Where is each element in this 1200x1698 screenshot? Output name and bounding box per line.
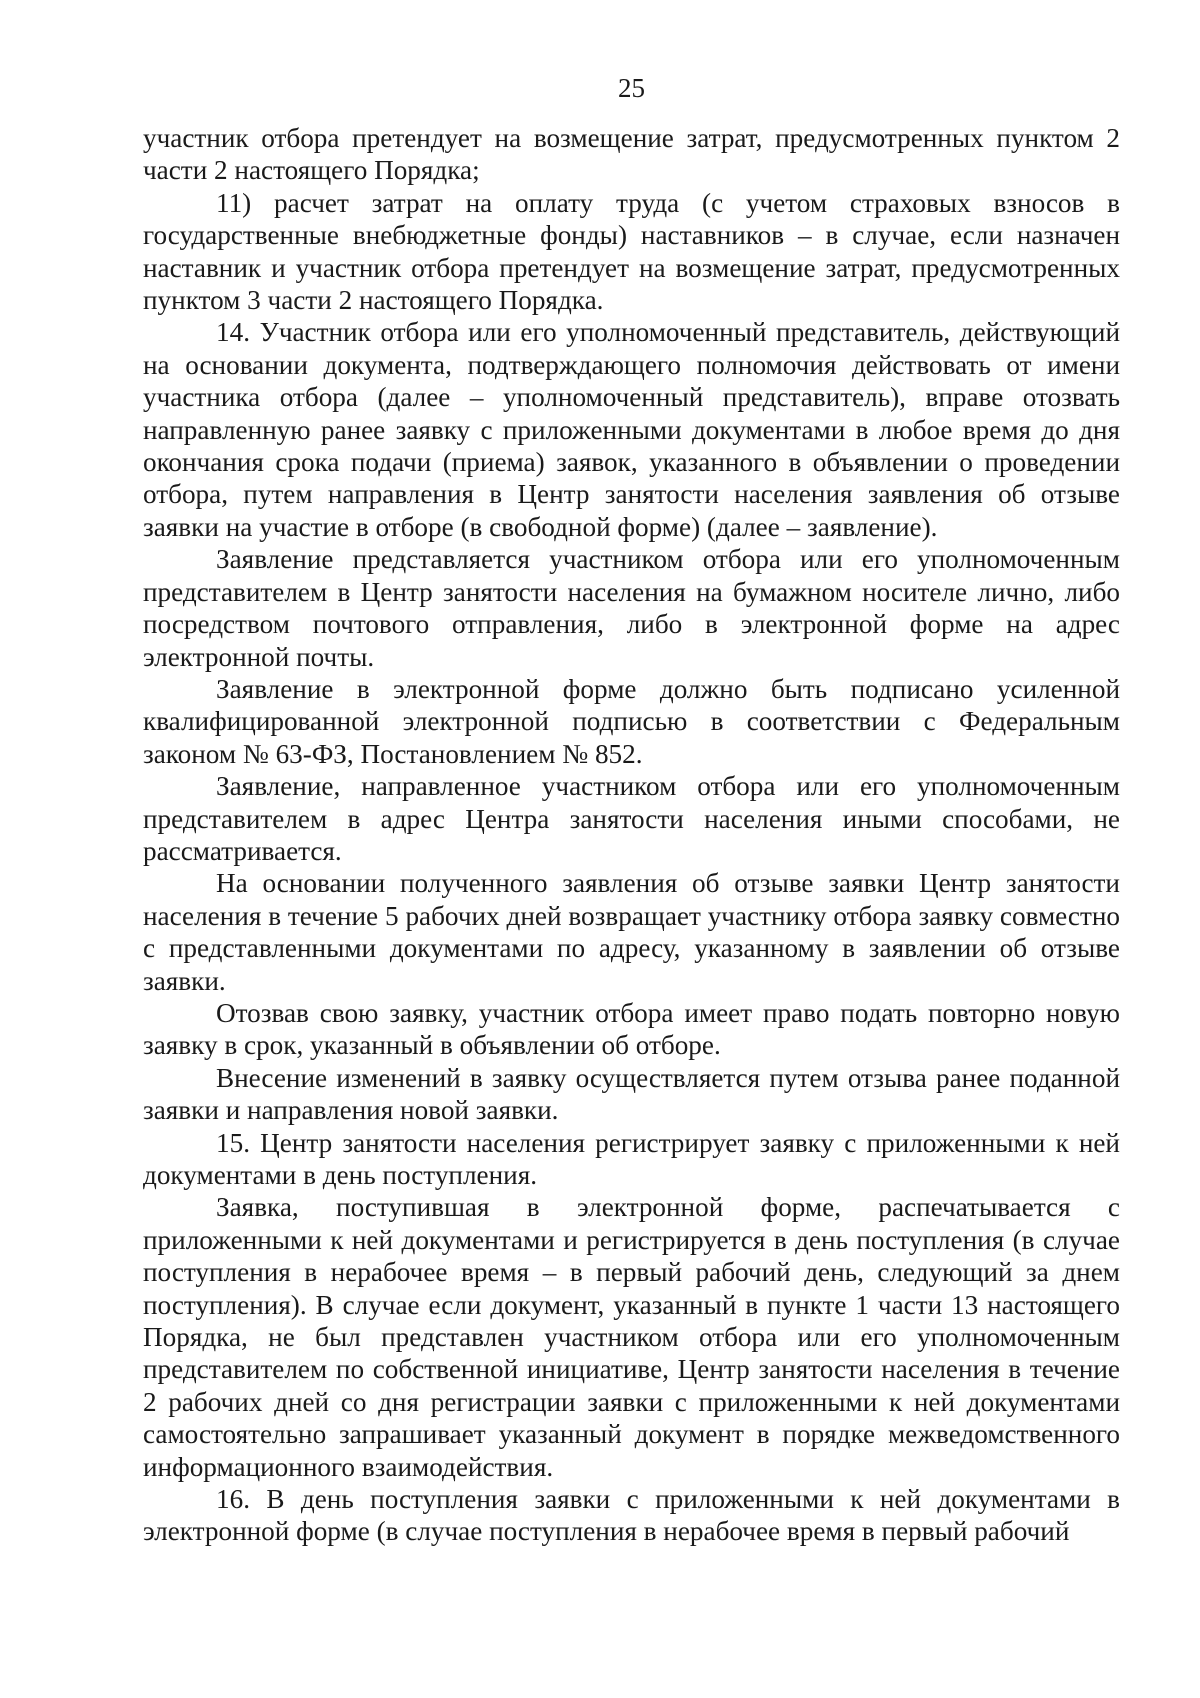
paragraph-changes: Внесение изменений в заявку осуществляется путем отзыва ранее поданной заявки и направления новой заявки. [143, 1062, 1120, 1126]
document-page [143, 0, 1120, 1698]
paragraph-item-11: 11) расчет затрат на оплату труда (с учетом страховых взносов в государственные внебюджетные фонды) наставников – в случае, если назначен наставник и участник отбора претендует на возмещение затрат, предусмотренных пунктом 3 части 2 настоящего Порядка. [143, 187, 1120, 316]
paragraph-other-methods: Заявление, направленное участником отбора или его уполномоченным представителем в адрес Центра занятости населения иными способами, не рассматривается. [143, 771, 1120, 866]
paragraph-electronic-registration: Заявка, поступившая в электронной форме, распечатывается с приложенными к ней документами и регистрируется в день поступления (в случае поступления в нерабочее время – в первый рабочий день, следующий за днем поступления). В случае если документ, указанный в пункте 1 части 13 настоящего Порядка, не был представлен участником отбора или его уполномоченным представителем по собственной инициативе, Центр занятости населения в течение 2 рабочих дней со дня регистрации заявки с приложенными к ней документами самостоятельно запрашивает указанный документ в порядке межведомственного информационного взаимодействия. [143, 1192, 1120, 1482]
document-body [143, 122, 1120, 1548]
paragraph-electronic-signature: Заявление в электронной форме должно быть подписано усиленной квалифицированной электронной подписью в соответствии с Федеральным законом № 63-ФЗ, Постановлением № 852. [143, 673, 1120, 769]
paragraph-section-16: 16. В день поступления заявки с приложенными к ней документами в электронной форме (в случае поступления в нерабочее время в первый рабочий [143, 1484, 1120, 1547]
paragraph-continuation: участник отбора претендует на возмещение затрат, предусмотренных пунктом 2 части 2 настоящего Порядка; [143, 123, 1120, 186]
paragraph-return-application: На основании полученного заявления об отзыве заявки Центр занятости населения в течение 5 рабочих дней возвращает участнику отбора заявку совместно с представленными документами по адресу, указанному в заявлении об отзыве заявки. [143, 868, 1120, 996]
paragraph-resubmission: Отозвав свою заявку, участник отбора имеет право подать повторно новую заявку в срок, указанный в объявлении об отборе. [143, 997, 1120, 1061]
paragraph-section-14: 14. Участник отбора или его уполномоченный представитель, действующий на основании документа, подтверждающего полномочия действовать от имени участника отбора (далее – уполномоченный представитель), вправе отозвать направленную ранее заявку с приложенными документами в любое время до дня окончания срока подачи (приема) заявок, указанного в объявлении о проведении отбора, путем направления в Центр занятости населения заявления об отзыве заявки на участие в отборе (в свободной форме) (далее – заявление). [143, 317, 1120, 542]
paragraph-application-submission: Заявление представляется участником отбора или его уполномоченным представителем в Центр занятости населения на бумажном носителе лично, либо посредством почтового отправления, либо в электронной форме на адрес электронной почты. [143, 544, 1120, 672]
page-number: 25 [618, 73, 645, 103]
paragraph-section-15: 15. Центр занятости населения регистрирует заявку с приложенными к ней документами в день поступления. [143, 1127, 1120, 1190]
